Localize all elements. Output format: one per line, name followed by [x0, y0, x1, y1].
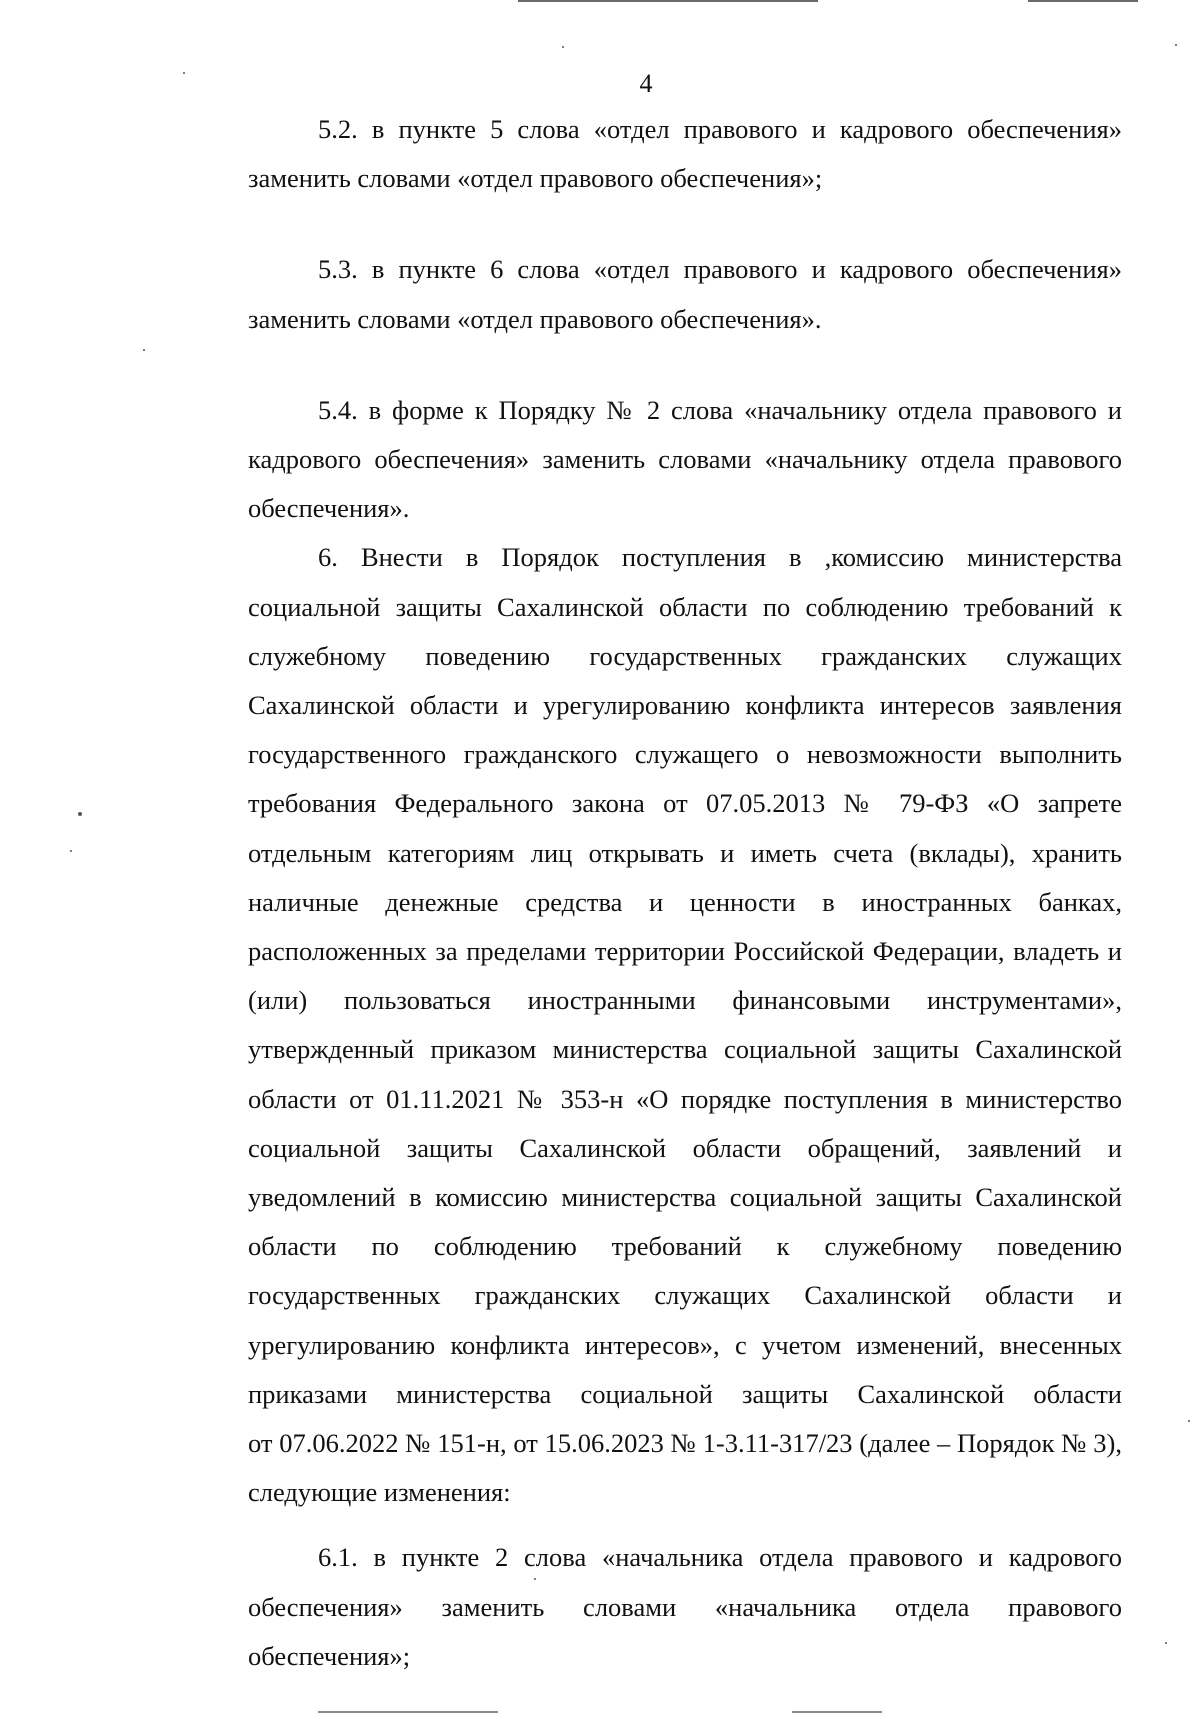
text-line: от 07.06.2022 № 151-н, от 15.06.2023 № 1-3.11-317/23 (далее – Порядок № 3), [248, 1428, 1122, 1459]
text-line: (или) пользоваться иностранными финансовыми инструментами», [248, 985, 1122, 1016]
text-line: следующие изменения: [248, 1477, 511, 1508]
text-line: 5.2. в пункте 5 слова «отдел правового и кадрового обеспечения» [318, 114, 1122, 144]
text-line: требования Федерального закона от 07.05.2013 № 79-ФЗ «О запрете [248, 788, 1122, 819]
scan-speck [562, 46, 564, 48]
text-line: служебному поведению государственных гражданских служащих [248, 640, 1122, 671]
scan-speck [70, 850, 72, 852]
scan-bottom-edge-line [792, 1711, 882, 1713]
text-line: заменить словами «отдел правового обеспечения». [248, 303, 822, 334]
text-line: уведомлений в комиссию министерства социальной защиты Сахалинской [248, 1182, 1122, 1213]
text-line: обеспечения»; [248, 1640, 411, 1671]
text-line: 6. Внести в Порядок поступления в ,комиссию министерства [318, 542, 1122, 573]
paragraph-5-2 [178, 105, 1122, 203]
text-line: государственного гражданского служащего о невозможности выполнить [248, 739, 1122, 770]
text-line: расположенных за пределами территории Российской Федерации, владеть и [248, 936, 1122, 967]
text-line: кадрового обеспечения» заменить словами «начальнику отдела правового [248, 444, 1122, 475]
text-line: 5.4. в форме к Порядку № 2 слова «начальнику отдела правового и [318, 394, 1122, 425]
text-line: Сахалинской области и урегулированию конфликта интересов заявления [248, 690, 1122, 721]
text-line: урегулированию конфликта интересов», с учетом изменений, внесенных [248, 1329, 1122, 1360]
text-line: обеспечения». [248, 493, 410, 524]
scan-speck [78, 812, 82, 816]
text-line: социальной защиты Сахалинской области обращений, заявлений и [248, 1132, 1122, 1163]
scan-top-edge-line [518, 0, 818, 2]
paragraph-5-4 [178, 386, 1122, 534]
paragraph-6-1 [178, 1533, 1122, 1681]
scan-speck [1188, 1420, 1190, 1422]
text-line: наличные денежные средства и ценности в иностранных банках, [248, 886, 1122, 917]
paragraph-6 [178, 533, 1122, 1517]
scan-speck [183, 72, 185, 74]
text-line: обеспечения» заменить словами «начальника отдела правового [248, 1591, 1122, 1622]
text-line: 5.3. в пункте 6 слова «отдел правового и кадрового обеспечения» [318, 254, 1122, 285]
scan-speck [534, 1578, 536, 1580]
text-line: государственных гражданских служащих Сахалинской области и [248, 1280, 1122, 1311]
scan-speck [1165, 1642, 1167, 1644]
scan-speck [1175, 44, 1177, 46]
text-line: приказами министерства социальной защиты Сахалинской области [248, 1378, 1122, 1409]
scan-speck [143, 349, 145, 351]
text-line: отдельным категориям лиц открывать и иметь счета (вклады), хранить [248, 837, 1122, 868]
text-line: утвержденный приказом министерства социальной защиты Сахалинской [248, 1034, 1122, 1065]
text-line: заменить словами «отдел правового обеспечения»; [248, 163, 823, 194]
paragraph-5-3 [178, 245, 1122, 343]
text-line: области от 01.11.2021 № 353-н «О порядке поступления в министерство [248, 1083, 1122, 1114]
text-line: 6.1. в пункте 2 слова «начальника отдела правового и кадрового [318, 1542, 1122, 1573]
scan-top-edge-line [1028, 0, 1138, 2]
scan-bottom-edge-line [318, 1711, 498, 1713]
document-body [178, 105, 1122, 1681]
text-line: области по соблюдению требований к служебному поведению [248, 1231, 1122, 1262]
page-number: 4 [639, 69, 653, 98]
text-line: социальной защиты Сахалинской области по соблюдению требований к [248, 591, 1122, 622]
